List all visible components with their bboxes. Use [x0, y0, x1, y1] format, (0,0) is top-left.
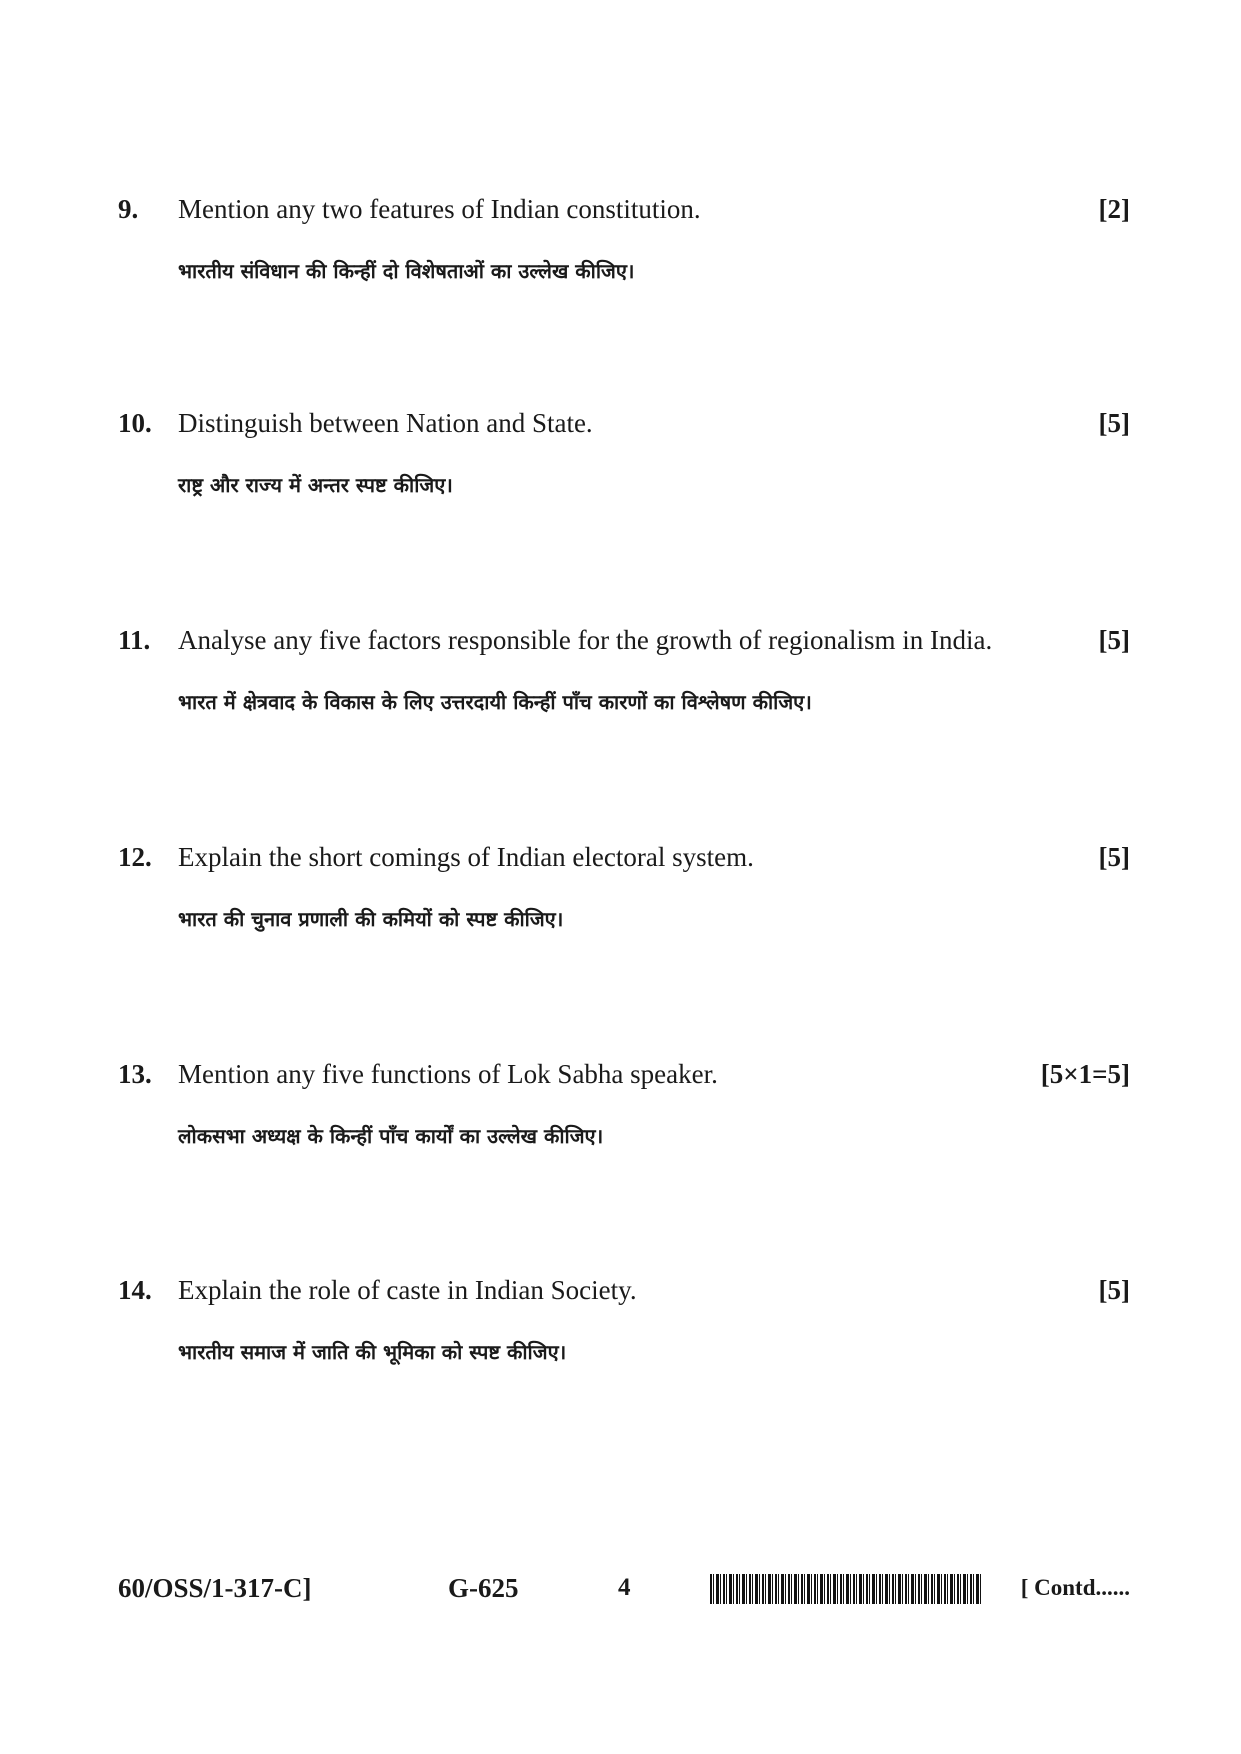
question-text-english: Explain the role of caste in Indian Society.: [178, 1275, 637, 1305]
question-text-english: Analyse any five factors responsible for the growth of regionalism in India.: [178, 625, 993, 655]
question-text-english: Mention any five functions of Lok Sabha speaker.: [178, 1059, 718, 1089]
question-number: 12.: [118, 842, 152, 872]
question-10: [118, 403, 1130, 497]
question-number: 9.: [118, 194, 139, 224]
question-text-english: Mention any two features of Indian constitution.: [178, 194, 701, 224]
question-number: 13.: [118, 1059, 152, 1089]
question-text-english: Explain the short comings of Indian electoral system.: [178, 842, 754, 872]
paper-series: G-625: [448, 1573, 519, 1603]
question-text-hindi: भारत में क्षेत्रवाद के विकास के लिए उत्तरदायी किन्हीं पाँच कारणों का विश्लेषण कीजिए।: [178, 690, 812, 714]
continued-label: [ Contd......: [1020, 1575, 1130, 1600]
question-marks: [5]: [1098, 625, 1130, 655]
question-marks: [5×1=5]: [1040, 1059, 1130, 1089]
question-number: 10.: [118, 408, 152, 438]
question-text-hindi: लोकसभा अध्यक्ष के किन्हीं पाँच कार्यों का उल्लेख कीजिए।: [178, 1124, 604, 1148]
barcode-icon: [710, 1574, 982, 1604]
question-marks: [2]: [1098, 194, 1130, 224]
question-number: 14.: [118, 1275, 152, 1305]
question-14: [118, 1270, 1130, 1364]
question-12: [118, 837, 1130, 931]
question-text-hindi: भारतीय संविधान की किन्हीं दो विशेषताओं का उल्लेख कीजिए।: [178, 259, 635, 283]
page-footer: [118, 1568, 1130, 1608]
question-text-hindi: भारत की चुनाव प्रणाली की कमियों को स्पष्ट कीजिए।: [178, 907, 564, 931]
question-number: 11.: [118, 625, 151, 655]
question-9: [118, 189, 1130, 283]
paper-code: 60/OSS/1-317-C]: [118, 1573, 312, 1603]
question-text-hindi: भारतीय समाज में जाति की भूमिका को स्पष्ट कीजिए।: [178, 1340, 567, 1364]
question-marks: [5]: [1098, 408, 1130, 438]
page-number: 4: [618, 1574, 631, 1601]
question-marks: [5]: [1098, 842, 1130, 872]
question-11: [118, 620, 1130, 714]
question-marks: [5]: [1098, 1275, 1130, 1305]
question-text-english: Distinguish between Nation and State.: [178, 408, 593, 438]
question-text-hindi: राष्ट्र और राज्य में अन्तर स्पष्ट कीजिए।: [178, 473, 453, 497]
question-13: [118, 1054, 1130, 1148]
